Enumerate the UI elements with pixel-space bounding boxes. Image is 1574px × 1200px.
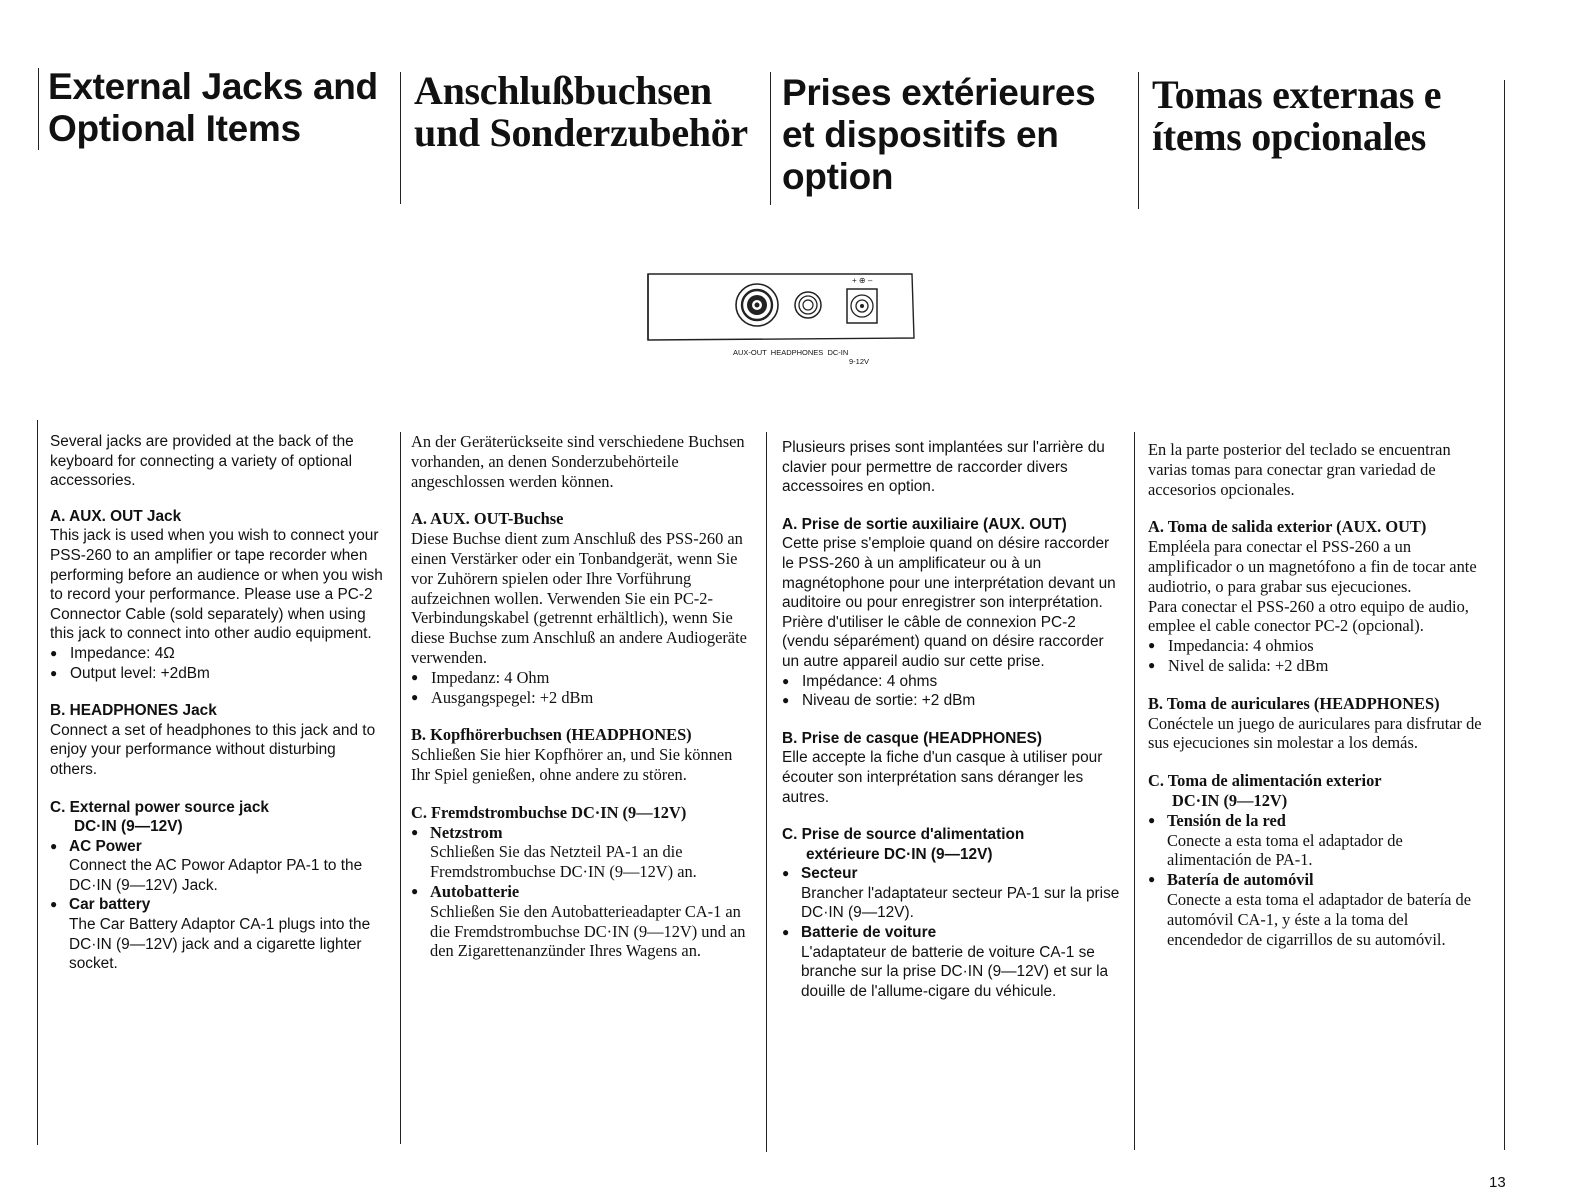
column-divider [770, 72, 771, 205]
subsection-text: The Car Battery Adaptor CA-1 plugs into the DC·IN (9—12V) jack and a cigarette lighter socket. [69, 916, 371, 973]
list-item: ● Impedancia: 4 ohmios [1148, 636, 1486, 656]
section-heading: B. Kopfhörerbuchsen (HEADPHONES) [411, 725, 692, 745]
jack-panel-diagram [640, 268, 930, 348]
section-heading: C. Toma de alimentación exterior [1148, 771, 1382, 791]
column-german [411, 432, 753, 961]
title-spanish: Tomas externas e ítems opcionales [1152, 72, 1442, 159]
section-text: Para conectar el PSS-260 a otro equipo de audio, emplee el cable conector PC-2 (opcional). [1148, 596, 1469, 636]
subsection-heading: ● Autobatterie [411, 882, 753, 902]
section-text: Diese Buchse dient zum Anschluß des PSS-260 an einen Verstärker oder ein Tonbandgerät, wenn Sie vor Zuhörern spielen oder Ihre Vorführung aufzeichnen wollen. Verwenden Sie ein PC-2-Verbindungskabel (getrennt erhältlich), wenn Sie diese Buchse zum Anschluß an andere Audiogeräte verwenden. [411, 529, 747, 667]
headphones-jack-icon [795, 292, 821, 318]
column-divider [37, 420, 38, 1145]
subsection-heading: ● Secteur [782, 864, 1120, 884]
dc-in-jack-icon [847, 289, 877, 323]
section-heading: extérieure DC·IN (9—12V) [806, 845, 993, 863]
title-english: External Jacks and Optional Items [48, 66, 378, 149]
aux-out-jack-icon [736, 284, 778, 326]
section-heading: C. External power source jack [50, 798, 269, 816]
section-text: Conéctele un juego de auriculares para disfrutar de sus ejecuciones sin molestar a los demás. [1148, 713, 1482, 753]
column-divider [1138, 72, 1139, 209]
section-text: Cette prise s'emploie quand on désire raccorder le PSS-260 à un amplificateur ou à un magnétophone pour une interprétation devant un auditoire ou pour enregistrer son interprétation. Prière d'utiliser le câble de connexion PC-2 (vendu séparément) quand on désire raccorder un autre appareil audio sur cette prise. [782, 535, 1116, 670]
intro-text: An der Geräterückseite sind verschiedene Buchsen vorhanden, an denen Sonderzubehörteile angeschlossen werden können. [411, 432, 745, 491]
section-text: Connect a set of headphones to this jack and to enjoy your performance without disturbing others. [50, 721, 376, 778]
caption-labels: AUX-OUT HEADPHONES DC-IN [733, 348, 849, 357]
section-heading: A. AUX. OUT Jack [50, 507, 182, 525]
subsection-text: Conecte a esta toma el adaptador de alimentación de PA-1. [1167, 830, 1403, 870]
column-spanish [1148, 440, 1486, 949]
intro-text: Plusieurs prises sont implantées sur l'arrière du clavier pour permettre de raccorder divers accessoires en option. [782, 439, 1105, 496]
section-heading: DC·IN (9—12V) [74, 818, 183, 836]
list-item: ● Impedance: 4Ω [50, 644, 386, 664]
section-heading: B. Prise de casque (HEADPHONES) [782, 729, 1043, 747]
title-german: Anschlußbuchsen und Sonderzubehör [414, 68, 748, 155]
section-heading: B. Toma de auriculares (HEADPHONES) [1148, 693, 1440, 713]
subsection-text: L'adaptateur de batterie de voiture CA-1 se branche sur la prise DC·IN (9—12V) et sur la douille de l'allume-cigare du véhicule. [801, 943, 1109, 1000]
intro-text: En la parte posterior del teclado se encuentran varias tomas para conectar gran variedad de accesorios opcionales. [1148, 440, 1451, 499]
list-item: ● Ausgangspegel: +2 dBm [411, 688, 753, 708]
subsection-heading: ● Netzstrom [411, 823, 753, 843]
section-heading: C. Fremdstrombuchse DC·IN (9—12V) [411, 802, 687, 822]
section-heading: B. HEADPHONES Jack [50, 702, 217, 720]
section-text: Schließen Sie hier Kopfhörer an, und Sie können Ihr Spiel genießen, ohne andere zu stören. [411, 745, 733, 784]
section-heading: C. Prise de source d'alimentation [782, 826, 1025, 844]
subsection-text: Brancher l'adaptateur secteur PA-1 sur la prise DC·IN (9—12V). [801, 884, 1120, 922]
list-item: ● Output level: +2dBm [50, 664, 386, 684]
list-item: ● Impedanz: 4 Ohm [411, 668, 753, 688]
panel-outline [648, 274, 914, 340]
polarity-symbol: + ⊕ – [852, 276, 873, 285]
intro-text: Several jacks are provided at the back of the keyboard for connecting a variety of optional accessories. [50, 433, 354, 490]
column-divider [766, 432, 767, 1152]
list-item: ● Nivel de salida: +2 dBm [1148, 656, 1486, 676]
list-item: ● Niveau de sortie: +2 dBm [782, 691, 1120, 711]
list-item: ● Impédance: 4 ohms [782, 672, 1120, 692]
subsection-heading: ● Batterie de voiture [782, 923, 1120, 943]
section-text: This jack is used when you wish to connect your PSS-260 to an amplifier or tape recorder when performing before an audience or when you wish to record your performance. Please use a PC-2 Connector Cable (sold separately) when using this jack to connect into other audio equipment. [50, 527, 383, 643]
column-english [50, 432, 386, 974]
subsection-text: Connect the AC Powor Adaptor PA-1 to the DC·IN (9—12V) Jack. [69, 857, 363, 894]
section-heading: DC·IN (9—12V) [1172, 790, 1288, 810]
column-divider [400, 72, 401, 204]
column-french [782, 438, 1120, 1001]
column-divider [38, 68, 39, 150]
section-heading: A. AUX. OUT-Buchse [411, 509, 564, 529]
column-divider [1134, 432, 1135, 1150]
section-text: Empléela para conectar el PSS-260 a un amplificador o un magnetófono a fin de tocar ante audiotrio, o para grabar sus ejecuciones. [1148, 537, 1477, 596]
subsection-heading: ● AC Power [50, 837, 386, 857]
page-number: 13 [1489, 1174, 1506, 1191]
caption-voltage: 9-12V [849, 357, 870, 366]
section-heading: A. Prise de sortie auxiliaire (AUX. OUT) [782, 515, 1067, 533]
subsection-heading: ● Tensión de la red [1148, 811, 1486, 831]
section-heading: A. Toma de salida exterior (AUX. OUT) [1148, 517, 1427, 537]
subsection-text: Conecte a esta toma el adaptador de batería de automóvil CA-1, y éste a la toma del encendedor de cigarrillos de su automóvil. [1167, 889, 1471, 949]
column-divider [1504, 80, 1505, 1150]
title-french: Prises extérieures et dispositifs en option [782, 72, 1096, 197]
subsection-text: Schließen Sie das Netzteil PA-1 an die Fremdstrombuchse DC·IN (9—12V) an. [430, 842, 697, 882]
jack-panel-caption [733, 348, 869, 366]
subsection-heading: ● Car battery [50, 895, 386, 915]
section-text: Elle accepte la fiche d'un casque à utiliser pour écouter son interprétation sans déranger les autres. [782, 749, 1103, 806]
subsection-heading: ● Batería de automóvil [1148, 870, 1486, 890]
subsection-text: Schließen Sie den Autobatterieadapter CA-1 an die Fremdstrombuchse DC·IN (9—12V) und an den Zigarettenanzünder Ihres Wagens an. [430, 901, 746, 961]
column-divider [400, 432, 401, 1144]
